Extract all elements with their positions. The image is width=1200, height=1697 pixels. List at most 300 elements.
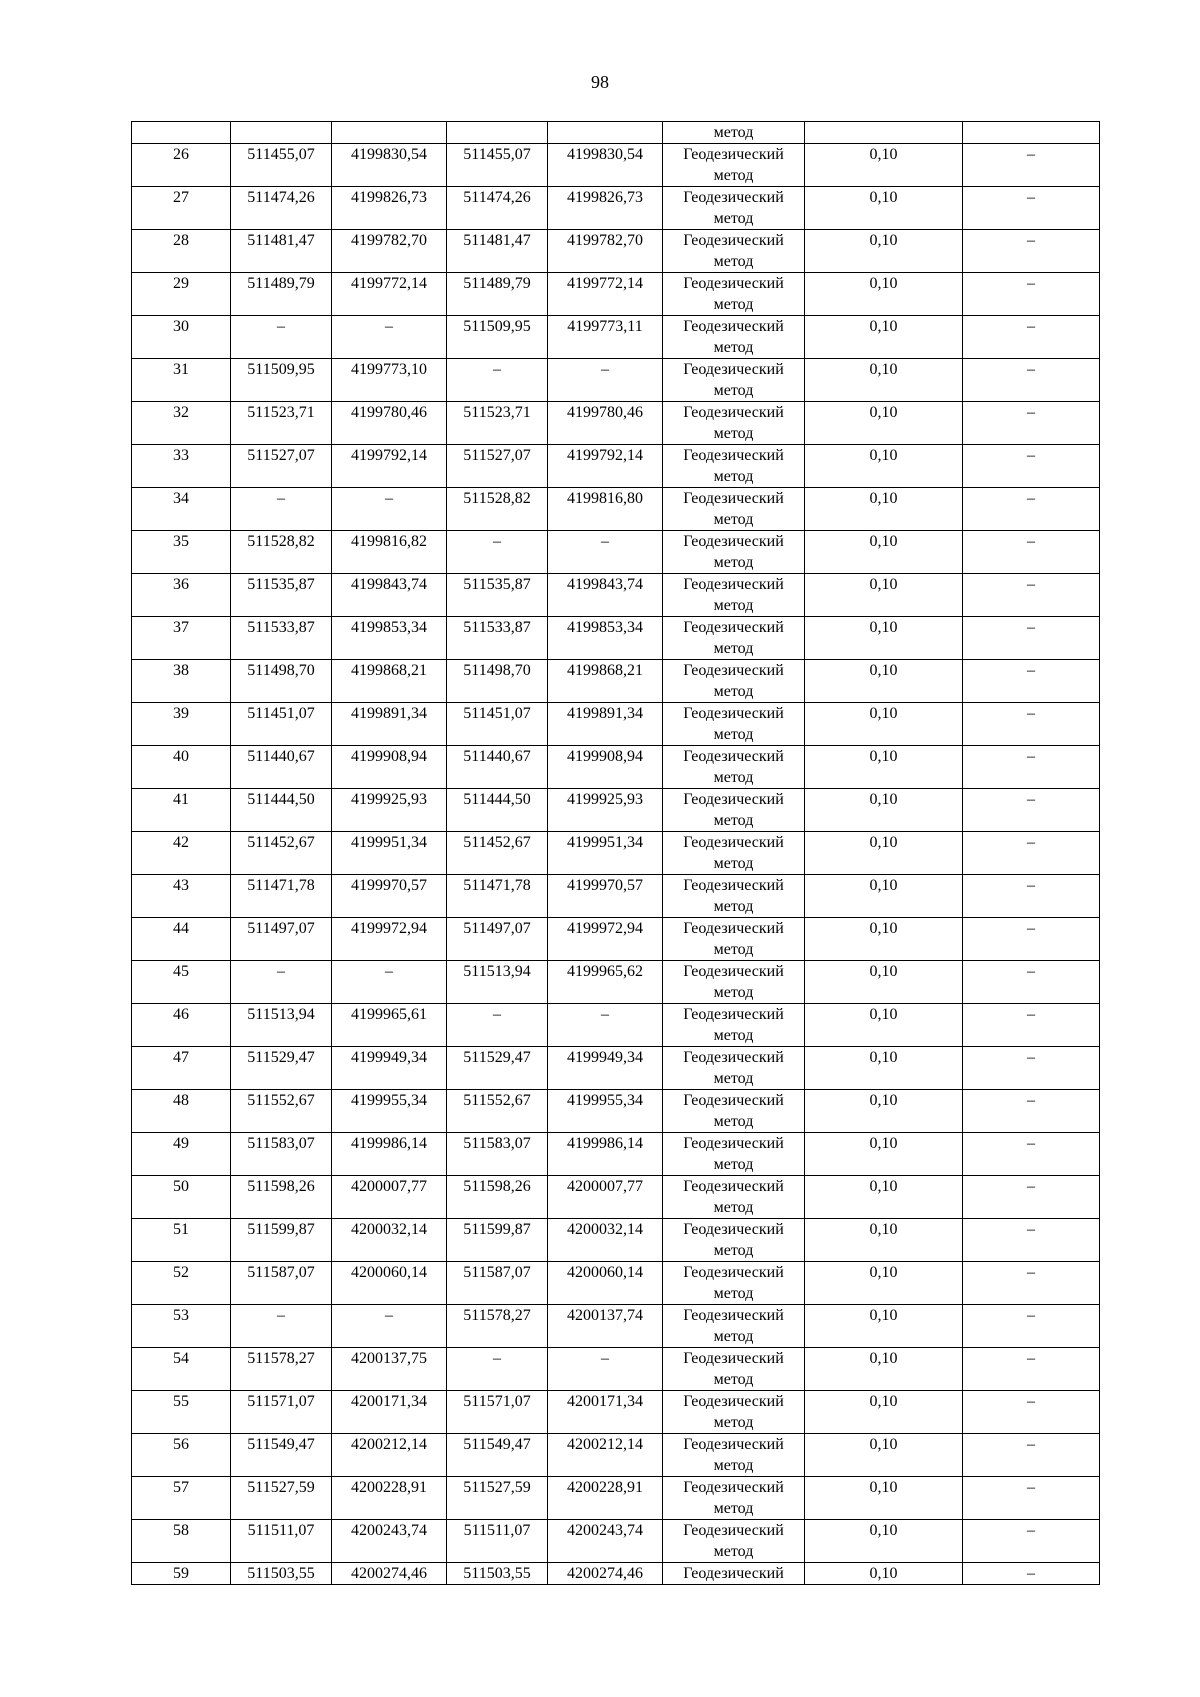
cell-x2: 511481,47 [447, 230, 548, 273]
table-row [132, 1563, 1100, 1585]
cell-acc: 0,10 [805, 1262, 963, 1305]
cell-acc: 0,10 [805, 918, 963, 961]
method-cell [663, 1348, 805, 1391]
method-line1: Геодезический [683, 877, 784, 894]
method-line1: Геодезический [683, 619, 784, 636]
method-line1: Геодезический [683, 146, 784, 163]
cell-y1: – [332, 961, 447, 1004]
table-row [132, 1520, 1100, 1563]
cell-n: 53 [132, 1305, 231, 1348]
method-line1: Геодезический [683, 1522, 784, 1539]
cell-x2: 511474,26 [447, 187, 548, 230]
method-line1: Геодезический [683, 490, 784, 507]
table-cell [332, 122, 447, 144]
method-line1: Геодезический [683, 1479, 784, 1496]
table-row [132, 660, 1100, 703]
cell-y2: 4199782,70 [548, 230, 663, 273]
cell-note: – [963, 875, 1100, 918]
cell-n: 43 [132, 875, 231, 918]
cell-y2: 4199951,34 [548, 832, 663, 875]
method-cell [663, 1434, 805, 1477]
cell-x1: 511583,07 [231, 1133, 332, 1176]
cell-y2: 4200171,34 [548, 1391, 663, 1434]
method-line1: Геодезический [683, 1350, 784, 1367]
method-line1: Геодезический [683, 232, 784, 249]
method-cell [663, 1219, 805, 1262]
cell-note: – [963, 273, 1100, 316]
cell-note: – [963, 359, 1100, 402]
cell-x2: 511583,07 [447, 1133, 548, 1176]
cell-acc: 0,10 [805, 445, 963, 488]
cell-x2: 511599,87 [447, 1219, 548, 1262]
cell-x1: – [231, 316, 332, 359]
method-line1: Геодезический [683, 447, 784, 464]
cell-acc: 0,10 [805, 617, 963, 660]
table-row [132, 531, 1100, 574]
table-row [132, 961, 1100, 1004]
cell-note: – [963, 1434, 1100, 1477]
table-row [132, 230, 1100, 273]
cell-x2: – [447, 1348, 548, 1391]
method-line2: метод [713, 339, 754, 356]
method-cell [663, 1133, 805, 1176]
cell-y1: 4199986,14 [332, 1133, 447, 1176]
method-cell [663, 1004, 805, 1047]
cell-y1: 4199951,34 [332, 832, 447, 875]
cell-y2: 4199986,14 [548, 1133, 663, 1176]
cell-y2: 4200212,14 [548, 1434, 663, 1477]
cell-n: 50 [132, 1176, 231, 1219]
cell-n: 59 [132, 1563, 231, 1585]
method-line2: метод [713, 382, 754, 399]
cell-x1: 511511,07 [231, 1520, 332, 1563]
cell-n: 26 [132, 144, 231, 187]
cell-y1: 4200274,46 [332, 1563, 447, 1585]
cell-note: – [963, 531, 1100, 574]
cell-note: – [963, 617, 1100, 660]
cell-n: 36 [132, 574, 231, 617]
cell-note: – [963, 1176, 1100, 1219]
method-line2: метод [713, 769, 754, 786]
cell-x2: 511503,55 [447, 1563, 548, 1585]
table-row [132, 617, 1100, 660]
cell-n: 27 [132, 187, 231, 230]
cell-acc: 0,10 [805, 402, 963, 445]
cell-y2: 4199972,94 [548, 918, 663, 961]
cell-y2: – [548, 1348, 663, 1391]
cell-n: 31 [132, 359, 231, 402]
cell-y1: 4200032,14 [332, 1219, 447, 1262]
cell-n: 54 [132, 1348, 231, 1391]
cell-y2: 4199780,46 [548, 402, 663, 445]
cell-acc: 0,10 [805, 144, 963, 187]
cell-acc: 0,10 [805, 1133, 963, 1176]
cell-y1: 4199965,61 [332, 1004, 447, 1047]
cell-y2: – [548, 531, 663, 574]
cell-x1: 511498,70 [231, 660, 332, 703]
table-cell [132, 122, 231, 144]
cell-y1: – [332, 488, 447, 531]
table-row [132, 1477, 1100, 1520]
cell-note: – [963, 1477, 1100, 1520]
cell-n: 45 [132, 961, 231, 1004]
cell-n: 49 [132, 1133, 231, 1176]
cell-note: – [963, 1004, 1100, 1047]
cell-x1: 511535,87 [231, 574, 332, 617]
cell-acc: 0,10 [805, 1219, 963, 1262]
cell-y1: – [332, 1305, 447, 1348]
cell-y2: 4199772,14 [548, 273, 663, 316]
table-row [132, 359, 1100, 402]
cell-note: – [963, 316, 1100, 359]
table-row [132, 789, 1100, 832]
cell-y1: 4199830,54 [332, 144, 447, 187]
cell-y1: 4199843,74 [332, 574, 447, 617]
method-cell [663, 832, 805, 875]
cell-n: 58 [132, 1520, 231, 1563]
cell-x2: 511471,78 [447, 875, 548, 918]
cell-y2: 4200274,46 [548, 1563, 663, 1585]
table-row [132, 273, 1100, 316]
table-row [132, 703, 1100, 746]
method-line2: метод [713, 296, 754, 313]
table-row [132, 875, 1100, 918]
table-row [132, 1348, 1100, 1391]
table-row [132, 1305, 1100, 1348]
cell-acc: 0,10 [805, 1348, 963, 1391]
method-line1: Геодезический [683, 1049, 784, 1066]
method-cell [663, 316, 805, 359]
method-line1: Геодезический [683, 748, 784, 765]
method-line1: Геодезический [683, 1006, 784, 1023]
cell-x2: 511513,94 [447, 961, 548, 1004]
cell-x1: 511599,87 [231, 1219, 332, 1262]
cell-n: 40 [132, 746, 231, 789]
cell-x2: 511587,07 [447, 1262, 548, 1305]
cell-y2: 4199949,34 [548, 1047, 663, 1090]
method-line2: метод [713, 1500, 754, 1517]
method-cell [663, 918, 805, 961]
method-line2: метод [713, 425, 754, 442]
cell-x2: 511440,67 [447, 746, 548, 789]
cell-note: – [963, 1305, 1100, 1348]
table-row [132, 1004, 1100, 1047]
cell-x2: 511455,07 [447, 144, 548, 187]
cell-n: 37 [132, 617, 231, 660]
table-row [132, 918, 1100, 961]
cell-n: 47 [132, 1047, 231, 1090]
method-cell [663, 1520, 805, 1563]
method-cell [663, 961, 805, 1004]
cell-y2: 4199773,11 [548, 316, 663, 359]
cell-n: 33 [132, 445, 231, 488]
cell-y2: 4200032,14 [548, 1219, 663, 1262]
method-cell [663, 574, 805, 617]
method-line2: метод [713, 1113, 754, 1130]
table-row [132, 1219, 1100, 1262]
cell-acc: 0,10 [805, 746, 963, 789]
cell-y1: 4199816,82 [332, 531, 447, 574]
table-cell [447, 122, 548, 144]
method-line1: Геодезический [683, 404, 784, 421]
cell-n: 29 [132, 273, 231, 316]
cell-x1: 511523,71 [231, 402, 332, 445]
cell-x2: 511578,27 [447, 1305, 548, 1348]
cell-y1: 4199782,70 [332, 230, 447, 273]
method-line2: метод [713, 855, 754, 872]
method-line2: метод [713, 1371, 754, 1388]
table-body [132, 122, 1100, 1585]
method-line2: метод [713, 253, 754, 270]
method-line1: Геодезический [683, 834, 784, 851]
cell-x2: 511527,07 [447, 445, 548, 488]
cell-acc: 0,10 [805, 703, 963, 746]
method-line1: Геодезический [683, 1135, 784, 1152]
method-line1: Геодезический [683, 705, 784, 722]
method-cell [663, 617, 805, 660]
cell-note: – [963, 660, 1100, 703]
table-row [132, 1047, 1100, 1090]
table-row [132, 1262, 1100, 1305]
method-line2: метод [713, 1199, 754, 1216]
cell-acc: 0,10 [805, 1477, 963, 1520]
cell-acc: 0,10 [805, 1090, 963, 1133]
cell-x2: – [447, 359, 548, 402]
cell-note: – [963, 402, 1100, 445]
method-line1: Геодезический [683, 189, 784, 206]
method-line2: метод [713, 554, 754, 571]
cell-x2: 511444,50 [447, 789, 548, 832]
table-row [132, 1391, 1100, 1434]
method-line1: Геодезический [683, 1565, 784, 1582]
method-cell [663, 273, 805, 316]
cell-n: 44 [132, 918, 231, 961]
method-line2: метод [713, 812, 754, 829]
cell-y1: 4199868,21 [332, 660, 447, 703]
cell-note: – [963, 445, 1100, 488]
cell-y2: 4200243,74 [548, 1520, 663, 1563]
table-row [132, 187, 1100, 230]
cell-acc: 0,10 [805, 1520, 963, 1563]
cell-y1: 4199780,46 [332, 402, 447, 445]
cell-y2: 4200137,74 [548, 1305, 663, 1348]
cell-n: 32 [132, 402, 231, 445]
table-row [132, 1090, 1100, 1133]
table-row [132, 144, 1100, 187]
cell-x1: 511527,07 [231, 445, 332, 488]
cell-note: – [963, 144, 1100, 187]
cell-y1: 4200212,14 [332, 1434, 447, 1477]
cell-x2: 511533,87 [447, 617, 548, 660]
cell-acc: 0,10 [805, 1563, 963, 1585]
cell-acc: 0,10 [805, 230, 963, 273]
table-row [132, 316, 1100, 359]
cell-y2: 4200060,14 [548, 1262, 663, 1305]
method-line2: метод [713, 1285, 754, 1302]
cell-x1: 511451,07 [231, 703, 332, 746]
cell-y1: 4199792,14 [332, 445, 447, 488]
cell-x1: 511474,26 [231, 187, 332, 230]
cell-x2: – [447, 1004, 548, 1047]
method-line2: метод [713, 1414, 754, 1431]
cell-acc: 0,10 [805, 1047, 963, 1090]
table-row [132, 1434, 1100, 1477]
cell-acc: 0,10 [805, 316, 963, 359]
cell-y1: 4199972,94 [332, 918, 447, 961]
cell-x2: – [447, 531, 548, 574]
cell-y2: 4199826,73 [548, 187, 663, 230]
method-cell [663, 1090, 805, 1133]
cell-y1: 4200228,91 [332, 1477, 447, 1520]
method-cell: метод [663, 122, 805, 144]
method-line2: метод [713, 1328, 754, 1345]
cell-note: – [963, 1219, 1100, 1262]
cell-y1: 4199949,34 [332, 1047, 447, 1090]
method-line2: метод [713, 468, 754, 485]
table-row [132, 402, 1100, 445]
cell-n: 57 [132, 1477, 231, 1520]
cell-n: 46 [132, 1004, 231, 1047]
cell-y2: 4199816,80 [548, 488, 663, 531]
cell-x1: 511440,67 [231, 746, 332, 789]
cell-note: – [963, 1520, 1100, 1563]
cell-acc: 0,10 [805, 574, 963, 617]
cell-y1: 4200171,34 [332, 1391, 447, 1434]
cell-y1: 4199970,57 [332, 875, 447, 918]
method-line2: метод [713, 941, 754, 958]
cell-x2: 511511,07 [447, 1520, 548, 1563]
cell-y2: 4199965,62 [548, 961, 663, 1004]
cell-y1: 4200243,74 [332, 1520, 447, 1563]
cell-n: 42 [132, 832, 231, 875]
method-line1: Геодезический [683, 361, 784, 378]
method-cell [663, 531, 805, 574]
method-cell [663, 488, 805, 531]
cell-x1: 511527,59 [231, 1477, 332, 1520]
cell-x1: 511552,67 [231, 1090, 332, 1133]
method-cell [663, 746, 805, 789]
cell-y1: – [332, 316, 447, 359]
cell-note: – [963, 1262, 1100, 1305]
cell-x2: 511527,59 [447, 1477, 548, 1520]
cell-x1: 511503,55 [231, 1563, 332, 1585]
method-cell [663, 1563, 805, 1585]
cell-acc: 0,10 [805, 1176, 963, 1219]
cell-n: 35 [132, 531, 231, 574]
cell-x1: 511571,07 [231, 1391, 332, 1434]
method-line2: метод [713, 597, 754, 614]
cell-n: 30 [132, 316, 231, 359]
table-cell [548, 122, 663, 144]
method-line1: Геодезический [683, 662, 784, 679]
table-cell [231, 122, 332, 144]
method-line2: метод [713, 1070, 754, 1087]
cell-note: – [963, 187, 1100, 230]
cell-x1: 511497,07 [231, 918, 332, 961]
cell-n: 48 [132, 1090, 231, 1133]
cell-note: – [963, 1563, 1100, 1585]
cell-n: 41 [132, 789, 231, 832]
cell-acc: 0,10 [805, 832, 963, 875]
table-row [132, 488, 1100, 531]
cell-acc: 0,10 [805, 875, 963, 918]
cell-note: – [963, 703, 1100, 746]
cell-y1: 4200060,14 [332, 1262, 447, 1305]
cell-x2: 511451,07 [447, 703, 548, 746]
cell-x1: 511471,78 [231, 875, 332, 918]
cell-note: – [963, 789, 1100, 832]
table-row [132, 1176, 1100, 1219]
cell-x2: 511571,07 [447, 1391, 548, 1434]
method-cell [663, 445, 805, 488]
cell-acc: 0,10 [805, 789, 963, 832]
cell-x2: 511549,47 [447, 1434, 548, 1477]
method-line2: метод [713, 1457, 754, 1474]
method-line1: Геодезический [683, 1436, 784, 1453]
cell-x1: 511513,94 [231, 1004, 332, 1047]
cell-acc: 0,10 [805, 1004, 963, 1047]
cell-x2: 511489,79 [447, 273, 548, 316]
table-row [132, 445, 1100, 488]
cell-y2: 4199891,34 [548, 703, 663, 746]
table-row [132, 832, 1100, 875]
method-line1: Геодезический [683, 1092, 784, 1109]
cell-note: – [963, 746, 1100, 789]
method-line1: Геодезический [683, 963, 784, 980]
cell-y1: 4199925,93 [332, 789, 447, 832]
cell-note: – [963, 1391, 1100, 1434]
cell-y1: 4200137,75 [332, 1348, 447, 1391]
method-cell [663, 1391, 805, 1434]
cell-note: – [963, 1348, 1100, 1391]
page-number: 98 [591, 72, 609, 92]
cell-x1: 511481,47 [231, 230, 332, 273]
cell-x2: 511523,71 [447, 402, 548, 445]
cell-x2: 511598,26 [447, 1176, 548, 1219]
cell-x1: 511587,07 [231, 1262, 332, 1305]
cell-y2: 4199830,54 [548, 144, 663, 187]
cell-n: 38 [132, 660, 231, 703]
table-cell [805, 122, 963, 144]
cell-y2: 4199868,21 [548, 660, 663, 703]
method-line1: Геодезический [683, 576, 784, 593]
method-line1: Геодезический [683, 1264, 784, 1281]
cell-note: – [963, 1133, 1100, 1176]
cell-x2: 511509,95 [447, 316, 548, 359]
cell-x2: 511535,87 [447, 574, 548, 617]
coordinates-table [131, 121, 1100, 1585]
method-cell [663, 875, 805, 918]
cell-note: – [963, 961, 1100, 1004]
method-line1: Геодезический [683, 275, 784, 292]
cell-x1: 511533,87 [231, 617, 332, 660]
cell-note: – [963, 574, 1100, 617]
cell-y2: 4199955,34 [548, 1090, 663, 1133]
cell-n: 51 [132, 1219, 231, 1262]
cell-y2: 4199925,93 [548, 789, 663, 832]
cell-y1: 4199908,94 [332, 746, 447, 789]
cell-y2: 4200007,77 [548, 1176, 663, 1219]
cell-y2: 4199792,14 [548, 445, 663, 488]
cell-n: 39 [132, 703, 231, 746]
method-cell [663, 1305, 805, 1348]
cell-x1: – [231, 1305, 332, 1348]
cell-y1: 4199826,73 [332, 187, 447, 230]
cell-x1: 511529,47 [231, 1047, 332, 1090]
method-line1: Геодезический [683, 920, 784, 937]
cell-x1: 511549,47 [231, 1434, 332, 1477]
method-cell [663, 703, 805, 746]
